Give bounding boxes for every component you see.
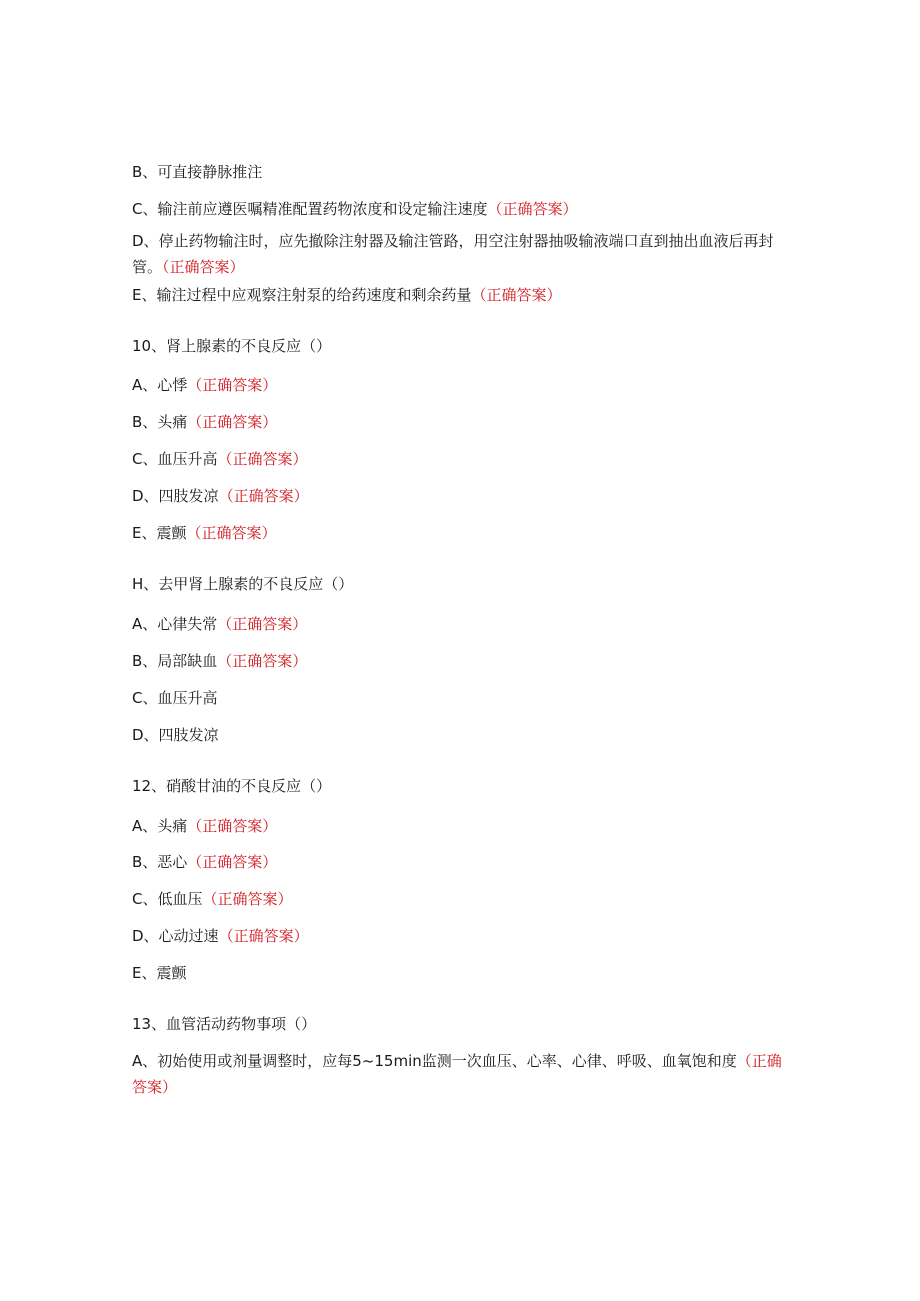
option-text: B、局部缺血 — [132, 652, 218, 670]
q11-option-c — [132, 686, 782, 711]
q10-option-e — [132, 521, 782, 546]
question-text: 13、血管活动药物事项（） — [132, 1015, 317, 1033]
option-text: E、震颤 — [132, 524, 187, 542]
q10-option-b — [132, 410, 782, 435]
option-text: E、震颤 — [132, 964, 187, 982]
option-text: A、心律失常 — [132, 615, 218, 633]
correct-answer-mark: （正确答案） — [471, 286, 562, 304]
correct-answer-mark: （正确答案） — [186, 524, 277, 542]
correct-answer-mark: （正确答案） — [187, 376, 278, 394]
option-text: D、四肢发凉 — [132, 487, 219, 505]
correct-answer-mark: （正确答案） — [218, 487, 309, 505]
correct-answer-mark: （正确答案） — [218, 927, 309, 945]
option-text: B、头痛 — [132, 413, 188, 431]
q9-option-d — [132, 228, 782, 280]
q12-option-b — [132, 850, 782, 875]
q9-option-b — [132, 160, 782, 185]
question-text: 12、硝酸甘油的不良反应（） — [132, 777, 332, 795]
option-text: B、恶心 — [132, 853, 188, 871]
correct-answer-mark: （正确答案） — [132, 1052, 782, 1096]
q12-question — [132, 774, 782, 799]
option-text: C、血压升高 — [132, 450, 218, 468]
correct-answer-mark: （正确答案） — [217, 615, 308, 633]
correct-answer-mark: （正确答案） — [162, 258, 245, 276]
q10-option-d — [132, 484, 782, 509]
q10-option-a — [132, 373, 782, 398]
q10-question — [132, 334, 782, 359]
q10-option-c — [132, 447, 782, 472]
q13-option-a — [132, 1048, 782, 1100]
correct-answer-mark: （正确答案） — [187, 853, 278, 871]
option-text: D、停止药物输注时，应先撤除注射器及输注管路，用空注射器抽吸输液端口直到抽出血液后再封管。 — [132, 232, 774, 276]
question-text: H、去甲肾上腺素的不良反应（） — [132, 575, 354, 593]
option-text: D、心动过速 — [132, 927, 219, 945]
correct-answer-mark: （正确答案） — [217, 652, 308, 670]
option-text: C、输注前应遵医嘱精准配置药物浓度和设定输注速度 — [132, 200, 488, 218]
q11-option-d — [132, 723, 782, 748]
option-text: B、可直接静脉推注 — [132, 163, 263, 181]
q11-question — [132, 572, 782, 597]
q12-option-c — [132, 887, 782, 912]
q12-option-d — [132, 924, 782, 949]
correct-answer-mark: （正确答案） — [217, 450, 308, 468]
question-text: 10、肾上腺素的不良反应（） — [132, 337, 332, 355]
option-text: A、心悸 — [132, 376, 188, 394]
option-text: A、初始使用或剂量调整时，应每5~15min监测一次血压、心率、心律、呼吸、血氧饱和度 — [132, 1052, 737, 1070]
q11-option-b — [132, 649, 782, 674]
option-text: A、头痛 — [132, 817, 188, 835]
option-text: D、四肢发凉 — [132, 726, 219, 744]
q9-option-e — [132, 283, 782, 308]
q9-option-c — [132, 197, 782, 222]
option-text: C、血压升高 — [132, 689, 218, 707]
correct-answer-mark: （正确答案） — [187, 817, 278, 835]
q12-option-e — [132, 961, 782, 986]
correct-answer-mark: （正确答案） — [487, 200, 578, 218]
correct-answer-mark: （正确答案） — [187, 413, 278, 431]
option-text: E、输注过程中应观察注射泵的给药速度和剩余药量 — [132, 286, 472, 304]
q11-option-a — [132, 612, 782, 637]
option-text: C、低血压 — [132, 890, 203, 908]
correct-answer-mark: （正确答案） — [202, 890, 293, 908]
q12-option-a — [132, 814, 782, 839]
q13-question — [132, 1012, 782, 1037]
